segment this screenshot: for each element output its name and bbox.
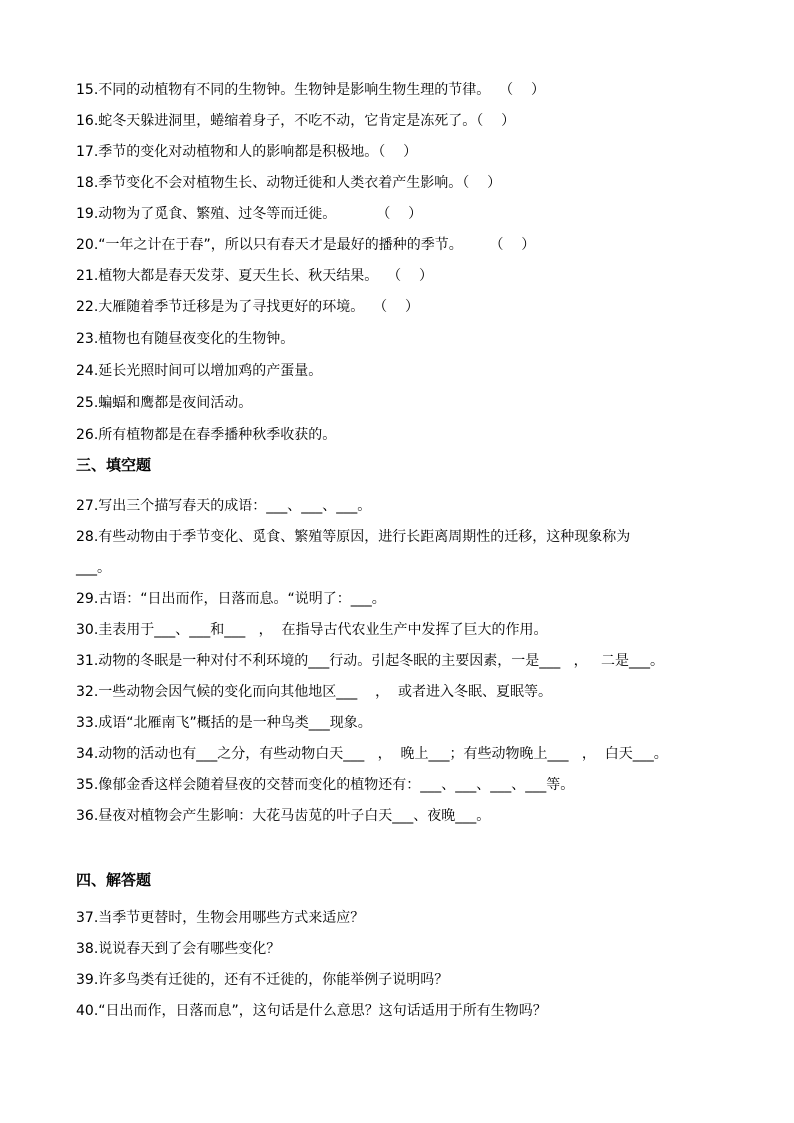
question-30: 30.圭表用于___、___和___ ， 在指导古代农业生产中发挥了巨大的作用。	[76, 622, 548, 638]
question-19: 19.动物为了觅食、繁殖、过冬等而迁徙。 （ ）	[76, 206, 423, 222]
question-22: 22.大雁随着季节迁移是为了寻找更好的环境。 （ ）	[76, 299, 419, 315]
question-36: 36.昼夜对植物会产生影响：大花马齿苋的叶子白天___、夜晚___。	[76, 808, 491, 824]
question-35: 35.像郁金香这样会随着昼夜的交替而变化的植物还有：___、___、___、___等。	[76, 777, 575, 793]
question-18: 18.季节变化不会对植物生长、动物迁徙和人类衣着产生影响。（ ）	[76, 175, 502, 191]
question-20: 20.“一年之计在于春”，所以只有春天才是最好的播种的季节。 （ ）	[76, 237, 536, 253]
question-31: 31.动物的冬眠是一种对付不利环境的___行动。引起冬眠的主要因素，一是___ ， 二是___。	[76, 653, 664, 669]
question-21: 21.植物大都是春天发芽、夏天生长、秋天结果。 （ ）	[76, 268, 433, 284]
question-26: 26.所有植物都是在春季播种秋季收获的。	[76, 427, 337, 443]
question-40: 40.“日出而作，日落而息”，这句话是什么意思？这句话适用于所有生物吗？	[76, 1003, 547, 1019]
question-32: 32.一些动物会因气候的变化而向其他地区___ ， 或者进入冬眠、夏眠等。	[76, 684, 552, 700]
question-16: 16.蛇冬天躲进洞里，蜷缩着身子，不吃不动，它肯定是冻死了。（ ）	[76, 113, 516, 129]
question-28: 28.有些动物由于季节变化、觅食、繁殖等原因，进行长距离周期性的迁移，这种现象称为	[76, 529, 631, 545]
question-25: 25.蝙蝠和鹰都是夜间活动。	[76, 395, 253, 411]
question-15: 15.不同的动植物有不同的生物钟。生物钟是影响生物生理的节律。 （ ）	[76, 82, 545, 98]
question-29: 29.古语：“日出而作，日落而息。“说明了：___。	[76, 591, 386, 607]
question-27: 27.写出三个描写春天的成语：___、___、___。	[76, 498, 372, 514]
question-24: 24.延长光照时间可以增加鸡的产蛋量。	[76, 363, 323, 379]
question-17: 17.季节的变化对动植物和人的影响都是积极地。（ ）	[76, 144, 418, 160]
question-37: 37.当季节更替时，生物会用哪些方式来适应？	[76, 910, 365, 926]
question-23: 23.植物也有随昼夜变化的生物钟。	[76, 331, 295, 347]
question-28-continued: ___。	[76, 560, 111, 576]
question-34: 34.动物的活动也有___之分，有些动物白天___ ， 晚上___；有些动物晚上___ ， 白天___。	[76, 746, 668, 762]
question-33: 33.成语“北雁南飞”概括的是一种鸟类___现象。	[76, 715, 372, 731]
question-38: 38.说说春天到了会有哪些变化？	[76, 941, 281, 957]
section-title-fill-in: 三、填空题	[76, 456, 152, 474]
section-title-answer: 四、解答题	[76, 871, 152, 889]
question-39: 39.许多鸟类有迁徙的，还有不迁徙的，你能举例子说明吗？	[76, 972, 449, 988]
